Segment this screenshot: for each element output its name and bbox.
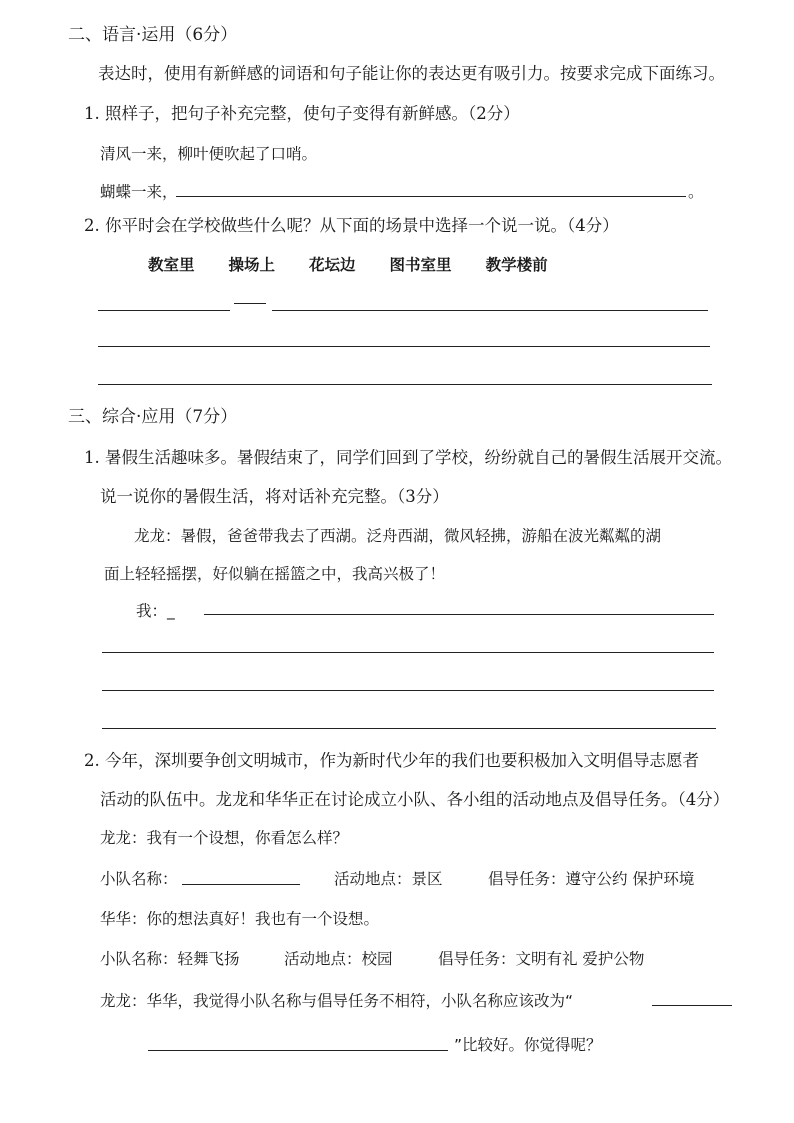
- q2-option: 花坛边: [309, 256, 356, 274]
- s3-q1-prompt: 1. 暑假生活趣味多。暑假结束了，同学们回到了学校，纷纷就自己的暑假生活展开交流。: [84, 448, 732, 467]
- huahua-line: 华华：你的想法真好！我也有一个设想。: [100, 910, 380, 928]
- dialog-line-2: 面上轻轻摇摆，好似躺在摇篮之中，我高兴极了！: [104, 565, 446, 583]
- q2-scene-line[interactable]: [98, 310, 230, 311]
- me-label: 我：_: [136, 602, 175, 620]
- team1-task: 倡导任务：遵守公约 保护环境: [488, 870, 695, 888]
- section3-title: 三、综合·应用（7分）: [68, 407, 238, 427]
- q2-answer-line[interactable]: [98, 346, 710, 347]
- q2-dash: [234, 303, 266, 304]
- rename-answer-line[interactable]: [652, 1005, 732, 1006]
- q1-fill-start: 蝴蝶一来，: [100, 183, 178, 201]
- q2-answer-line[interactable]: [98, 384, 712, 385]
- team1-place: 活动地点：景区: [334, 870, 443, 888]
- longlong-line-2: 龙龙：华华，我觉得小队名称与倡导任务不相符，小队名称应该改为“: [100, 992, 574, 1010]
- ending-text: ”比较好。你觉得呢？: [454, 1036, 602, 1054]
- me-answer-line[interactable]: [204, 614, 714, 615]
- s3-q1-instruction: 说一说你的暑假生活，将对话补充完整。（3分）: [100, 487, 449, 506]
- q1-prompt: 1. 照样子，把句子补充完整，使句子变得有新鲜感。（2分）: [84, 104, 520, 123]
- q2-answer-line[interactable]: [272, 310, 708, 311]
- dialog-line-1: 龙龙：暑假，爸爸带我去了西湖。泛舟西湖，微风轻拂，游船在波光粼粼的湖: [134, 527, 662, 545]
- team2-task: 倡导任务：文明有礼 爱护公物: [438, 950, 645, 968]
- section2-intro: 表达时，使用有新鲜感的词语和句子能让你的表达更有吸引力。按要求完成下面练习。: [98, 64, 725, 83]
- s3-q2-prompt-1: 2. 今年，深圳要争创文明城市，作为新时代少年的我们也要积极加入文明倡导志愿者: [84, 751, 699, 770]
- s3-q2-prompt-2: 活动的队伍中。龙龙和华华正在讨论成立小队、各小组的活动地点及倡导任务。（4分）: [100, 790, 730, 809]
- me-answer-line[interactable]: [102, 690, 714, 691]
- q2-option: 教学楼前: [485, 256, 548, 274]
- longlong-line-1: 龙龙：我有一个设想，你看怎么样？: [100, 829, 349, 847]
- q2-option: 操场上: [228, 256, 276, 274]
- section2-title: 二、语言·运用（6分）: [68, 25, 238, 45]
- q1-fill-end: 。: [688, 183, 704, 201]
- q2-options: [148, 254, 582, 276]
- me-answer-line[interactable]: [102, 652, 714, 653]
- q2-prompt: 2. 你平时会在学校做些什么呢？从下面的场景中选择一个说一说。（4分）: [84, 216, 619, 235]
- rename-answer-line[interactable]: [148, 1050, 448, 1051]
- team1-name-answer-line[interactable]: [182, 884, 300, 885]
- team2-place: 活动地点：校园: [284, 950, 393, 968]
- team2-name: 小队名称：轻舞飞扬: [100, 950, 240, 968]
- me-answer-line[interactable]: [102, 728, 716, 729]
- q1-answer-line[interactable]: [176, 196, 686, 197]
- q2-option: 教室里: [148, 256, 195, 274]
- team1-name-label: 小队名称：: [100, 870, 178, 888]
- q2-option: 图书室里: [389, 256, 452, 274]
- q1-example: 清风一来，柳叶便吹起了口哨。: [100, 145, 318, 163]
